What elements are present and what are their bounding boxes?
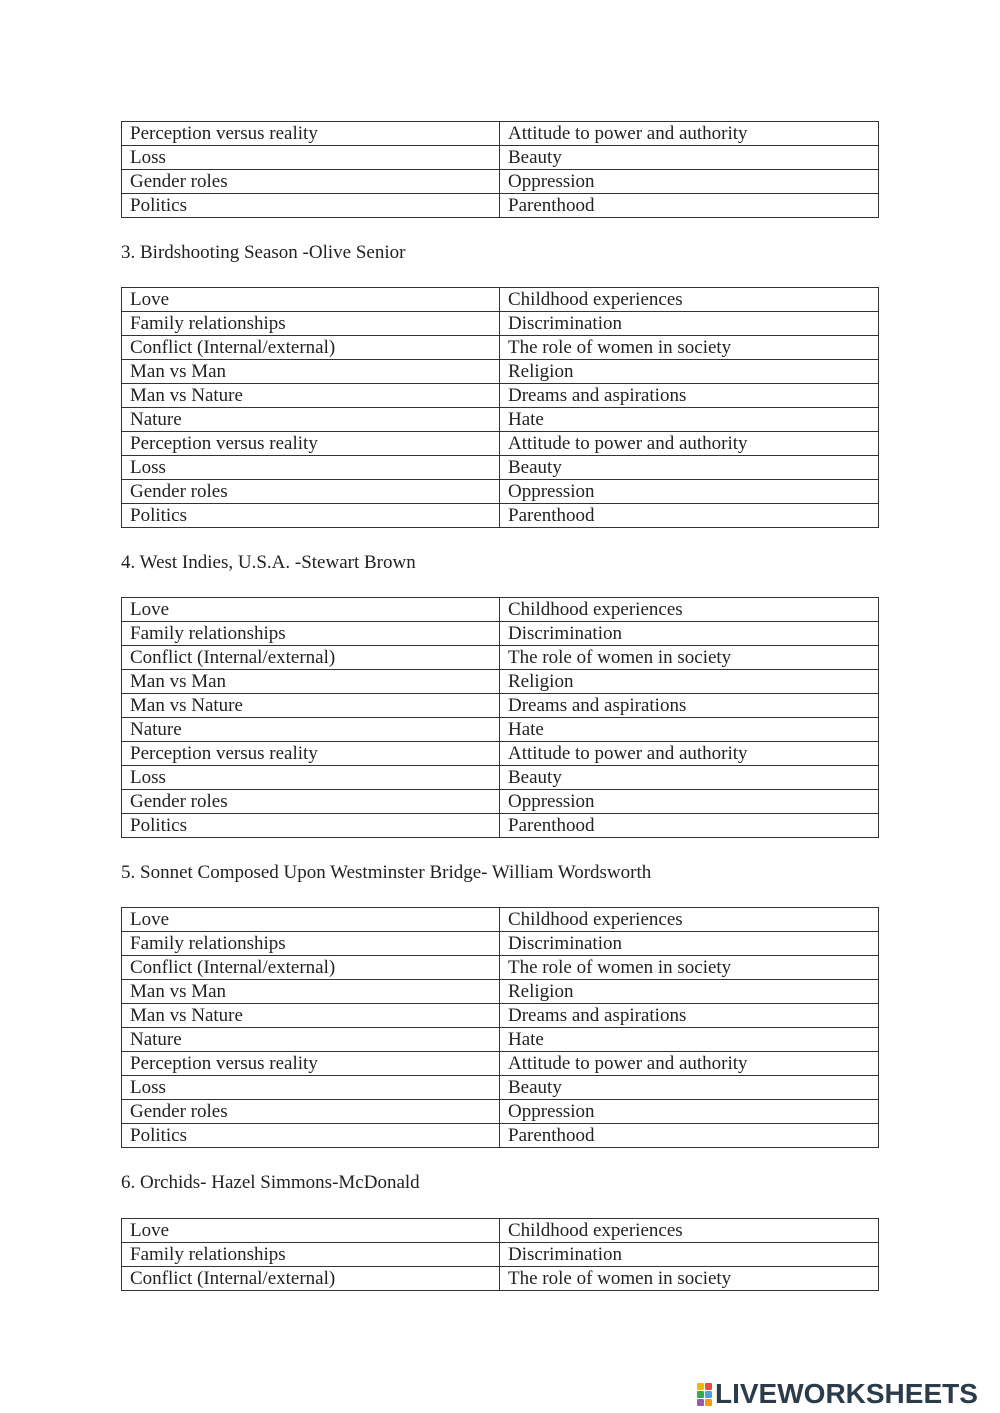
theme-cell-right: Beauty (500, 146, 879, 170)
theme-cell-left: Nature (122, 1028, 500, 1052)
theme-cell-right: Childhood experiences (500, 288, 879, 312)
theme-cell-right: Discrimination (500, 622, 879, 646)
theme-cell-left: Conflict (Internal/external) (122, 1267, 500, 1291)
theme-cell-right: Discrimination (500, 932, 879, 956)
theme-cell-left: Loss (122, 766, 500, 790)
theme-cell-right: Childhood experiences (500, 598, 879, 622)
table-body (122, 1219, 879, 1291)
theme-cell-left: Gender roles (122, 1100, 500, 1124)
theme-cell-left: Conflict (Internal/external) (122, 646, 500, 670)
theme-cell-right: Oppression (500, 480, 879, 504)
theme-cell-left: Family relationships (122, 312, 500, 336)
theme-cell-left: Politics (122, 194, 500, 218)
theme-cell-right: Childhood experiences (500, 1219, 879, 1243)
theme-cell-right: Attitude to power and authority (500, 1052, 879, 1076)
table-row (122, 456, 879, 480)
table-row (122, 1052, 879, 1076)
theme-cell-left: Man vs Man (122, 980, 500, 1004)
table-row (122, 814, 879, 838)
theme-cell-left: Perception versus reality (122, 1052, 500, 1076)
section-heading-birdshooting-season: 3. Birdshooting Season -Olive Senior (121, 242, 406, 263)
table-row (122, 956, 879, 980)
theme-cell-right: Oppression (500, 1100, 879, 1124)
theme-cell-left: Love (122, 1219, 500, 1243)
logo-text: LIVEWORKSHEETS (715, 1378, 978, 1409)
theme-cell-right: Parenthood (500, 814, 879, 838)
theme-cell-right: Attitude to power and authority (500, 742, 879, 766)
theme-cell-right: Religion (500, 980, 879, 1004)
table-row (122, 480, 879, 504)
theme-table-orchids (121, 1218, 879, 1291)
logo-square (697, 1383, 704, 1390)
table-row (122, 694, 879, 718)
theme-cell-left: Loss (122, 456, 500, 480)
liveworksheets-logo-icon (697, 1383, 712, 1406)
theme-cell-right: Parenthood (500, 1124, 879, 1148)
theme-cell-right: Hate (500, 718, 879, 742)
table-row (122, 504, 879, 528)
table-body (122, 122, 879, 218)
table-row (122, 1267, 879, 1291)
theme-cell-left: Man vs Nature (122, 694, 500, 718)
theme-cell-left: Nature (122, 718, 500, 742)
section-heading-westminster-bridge: 5. Sonnet Composed Upon Westminster Bridge- William Wordsworth (121, 862, 652, 883)
theme-cell-right: Beauty (500, 456, 879, 480)
section-heading-orchids: 6. Orchids- Hazel Simmons-McDonald (121, 1172, 420, 1193)
theme-cell-right: The role of women in society (500, 1267, 879, 1291)
table-row (122, 718, 879, 742)
table-row (122, 170, 879, 194)
table-row (122, 194, 879, 218)
theme-cell-right: Hate (500, 408, 879, 432)
theme-cell-right: Oppression (500, 170, 879, 194)
table-row (122, 980, 879, 1004)
theme-cell-left: Man vs Nature (122, 1004, 500, 1028)
table-row (122, 646, 879, 670)
theme-cell-left: Man vs Man (122, 360, 500, 384)
logo-square (705, 1383, 712, 1390)
table-row (122, 1243, 879, 1267)
theme-cell-left: Man vs Man (122, 670, 500, 694)
theme-cell-left: Gender roles (122, 480, 500, 504)
theme-cell-left: Politics (122, 814, 500, 838)
table-body (122, 908, 879, 1148)
theme-cell-left: Nature (122, 408, 500, 432)
theme-cell-left: Loss (122, 146, 500, 170)
theme-table-birdshooting-season (121, 287, 879, 528)
theme-cell-right: Oppression (500, 790, 879, 814)
theme-cell-left: Love (122, 288, 500, 312)
theme-cell-right: Dreams and aspirations (500, 1004, 879, 1028)
table-row (122, 742, 879, 766)
theme-table-westminster-bridge (121, 907, 879, 1148)
table-row (122, 790, 879, 814)
logo-square (705, 1399, 712, 1406)
theme-cell-left: Conflict (Internal/external) (122, 336, 500, 360)
theme-cell-right: Dreams and aspirations (500, 694, 879, 718)
table-row (122, 288, 879, 312)
table-row (122, 908, 879, 932)
theme-cell-right: The role of women in society (500, 646, 879, 670)
table-row (122, 360, 879, 384)
theme-table-west-indies-usa (121, 597, 879, 838)
theme-cell-right: Discrimination (500, 1243, 879, 1267)
theme-cell-left: Man vs Nature (122, 384, 500, 408)
table-row (122, 1100, 879, 1124)
logo-square (705, 1391, 712, 1398)
theme-cell-left: Love (122, 908, 500, 932)
table-row (122, 432, 879, 456)
table-row (122, 1219, 879, 1243)
theme-cell-left: Politics (122, 1124, 500, 1148)
theme-cell-left: Family relationships (122, 932, 500, 956)
theme-cell-right: Beauty (500, 766, 879, 790)
table-row (122, 1076, 879, 1100)
theme-cell-right: The role of women in society (500, 956, 879, 980)
theme-cell-right: Religion (500, 670, 879, 694)
liveworksheets-logo[interactable] (697, 1378, 978, 1410)
theme-cell-right: Beauty (500, 1076, 879, 1100)
logo-square (697, 1399, 704, 1406)
logo-square (697, 1391, 704, 1398)
theme-cell-right: Parenthood (500, 194, 879, 218)
theme-cell-right: Parenthood (500, 504, 879, 528)
table-row (122, 622, 879, 646)
theme-cell-left: Family relationships (122, 1243, 500, 1267)
table-row (122, 932, 879, 956)
theme-cell-right: Dreams and aspirations (500, 384, 879, 408)
table-row (122, 122, 879, 146)
theme-table-continued (121, 121, 879, 218)
theme-cell-right: Discrimination (500, 312, 879, 336)
theme-cell-left: Perception versus reality (122, 742, 500, 766)
table-body (122, 598, 879, 838)
table-row (122, 312, 879, 336)
table-row (122, 670, 879, 694)
theme-cell-left: Perception versus reality (122, 122, 500, 146)
section-heading-west-indies-usa: 4. West Indies, U.S.A. -Stewart Brown (121, 552, 416, 573)
theme-cell-left: Love (122, 598, 500, 622)
theme-cell-left: Gender roles (122, 170, 500, 194)
theme-cell-right: The role of women in society (500, 336, 879, 360)
table-row (122, 766, 879, 790)
theme-cell-left: Perception versus reality (122, 432, 500, 456)
table-row (122, 146, 879, 170)
table-body (122, 288, 879, 528)
theme-cell-right: Hate (500, 1028, 879, 1052)
theme-cell-right: Attitude to power and authority (500, 122, 879, 146)
theme-cell-left: Politics (122, 504, 500, 528)
theme-cell-right: Childhood experiences (500, 908, 879, 932)
theme-cell-left: Family relationships (122, 622, 500, 646)
table-row (122, 1028, 879, 1052)
theme-cell-left: Gender roles (122, 790, 500, 814)
theme-cell-left: Loss (122, 1076, 500, 1100)
theme-cell-left: Conflict (Internal/external) (122, 956, 500, 980)
theme-cell-right: Attitude to power and authority (500, 432, 879, 456)
table-row (122, 598, 879, 622)
table-row (122, 408, 879, 432)
table-row (122, 1124, 879, 1148)
table-row (122, 384, 879, 408)
table-row (122, 336, 879, 360)
theme-cell-right: Religion (500, 360, 879, 384)
table-row (122, 1004, 879, 1028)
